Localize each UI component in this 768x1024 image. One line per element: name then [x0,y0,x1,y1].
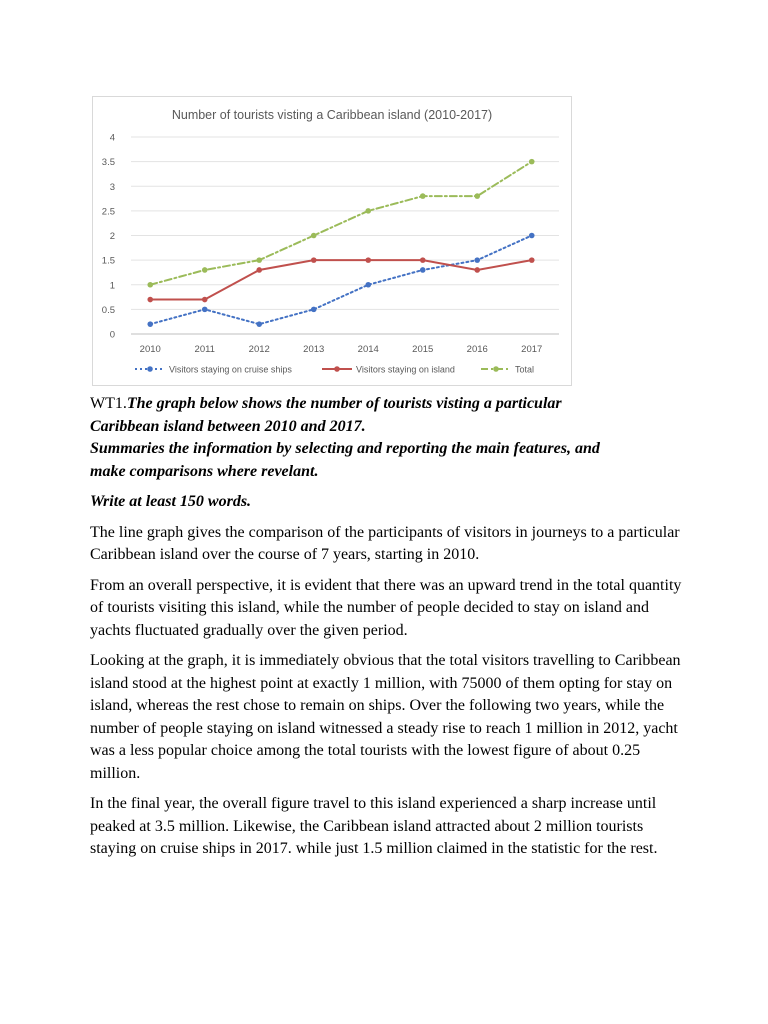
x-tick-label: 2016 [466,344,488,355]
data-point [365,282,371,288]
y-tick-label: 4 [109,132,115,144]
data-point [311,257,317,263]
data-point [365,208,371,214]
task-line-3: Summaries the information by selecting and reporting the main features, and [90,440,600,457]
data-point [420,193,426,199]
task-line-1 [90,393,690,416]
task-line-2: Caribbean island between 2010 and 2017. [90,417,366,435]
x-tick-label: 2014 [357,344,379,355]
x-tick-label: 2010 [139,344,161,355]
data-point [311,233,317,239]
y-tick-label: 3 [109,181,115,193]
y-tick-label: 2.5 [101,206,115,218]
y-tick-label: 3.5 [101,157,115,169]
essay-paragraph-2: From an overall perspective, it is evident that there was an upward trend in the total quantity of tourists visiting this island, while the number of people decided to stay on island and yachts fluctuated gradually over the given period. [90,576,682,639]
series-line-3 [150,162,532,285]
chart-svg [93,97,571,385]
data-point [311,307,317,313]
document-body [90,393,690,869]
series-line-2 [150,260,532,299]
data-point [147,321,153,327]
y-tick-label: 2 [109,231,115,242]
y-tick-label: 0 [109,329,115,341]
task-line-4: make comparisons where revelant. [90,462,319,480]
data-point [529,257,535,263]
essay-paragraph-3: Looking at the graph, it is immediately obvious that the total visitors travelling to Caribbean island stood at the highest point at exactly 1 million, with 75000 of them opting for stay on island, whereas the rest chose to remain on ships. Over the following two years, while the number of people staying on island witnessed a steady rise to reach 1 million in 2012, yacht was a less popular choice among the total tourists with the lowest figure of about 0.25 million. [90,652,681,782]
x-tick-label: 2011 [194,344,215,355]
legend-label-3: Total [515,364,535,375]
x-axis-ticks [140,344,543,355]
y-tick-label: 0.5 [101,304,115,316]
series-line-1 [150,236,532,325]
y-axis-ticks [102,133,115,341]
series-lines [147,159,534,327]
legend-label-1: Visitors staying on cruise ships [169,364,292,375]
legend-label-2: Visitors staying on island [356,364,455,375]
data-point [529,233,535,239]
x-tick-label: 2012 [248,344,270,355]
essay-paragraph-4: In the final year, the overall figure travel to this island experienced a sharp increase until peaked at 3.5 million. Likewise, the Caribbean island attracted about 2 million tourists staying on cruise ships in 2017. while just 1.5 million claimed in the statistic for the rest. [90,795,658,857]
data-point [474,257,480,263]
task-prompt [90,393,690,483]
word-count-instruction: Write at least 150 words. [90,493,252,510]
task-lead: WT1. [90,395,127,412]
data-point [147,282,153,288]
data-point [365,257,371,263]
line-chart [92,96,572,386]
data-point [420,257,426,263]
legend-marker-1 [147,366,153,372]
y-tick-label: 1 [109,280,115,292]
x-tick-label: 2017 [521,344,543,355]
data-point [202,307,208,313]
x-tick-label: 2015 [412,344,434,355]
chart-legend [135,365,534,375]
data-point [474,193,480,199]
data-point [147,297,153,303]
legend-marker-2 [334,366,340,372]
grid-lines [131,137,559,334]
y-tick-label: 1.5 [101,255,115,267]
data-point [202,267,208,273]
data-point [256,267,262,273]
data-point [474,267,480,273]
data-point [202,297,208,303]
data-point [256,257,262,263]
data-point [420,267,426,273]
x-tick-label: 2013 [303,344,325,355]
task-line-1-text: The graph below shows the number of tourists visting a particular [126,395,562,412]
legend-marker-3 [493,366,499,372]
chart-title: Number of tourists visting a Caribbean island (2010-2017) [171,108,493,122]
data-point [529,159,535,165]
data-point [256,321,262,327]
essay-paragraph-1: The line graph gives the comparison of the participants of visitors in journeys to a particular Caribbean island over the course of 7 years, starting in 2010. [90,523,680,563]
